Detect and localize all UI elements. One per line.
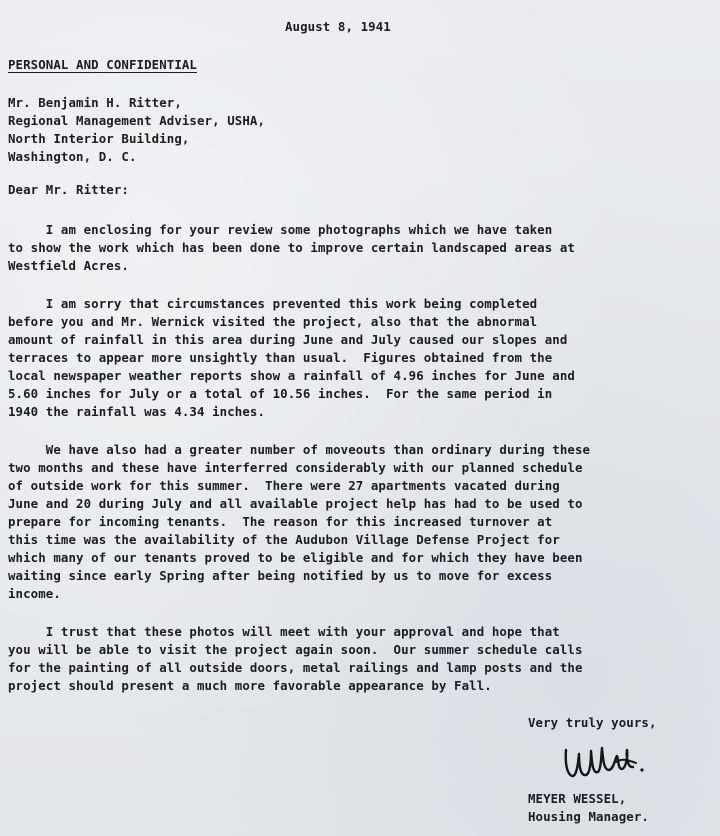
confidential-heading: PERSONAL AND CONFIDENTIAL xyxy=(8,57,197,72)
signer-name: MEYER WESSEL, xyxy=(528,791,627,806)
body-line: for the painting of all outside doors, metal railings and lamp posts and the xyxy=(8,660,583,675)
body-line: I am sorry that circumstances prevented this work being completed xyxy=(8,296,538,311)
body-line: I trust that these photos will meet with your approval and hope that xyxy=(8,624,560,639)
body-line: project should present a much more favorable appearance by Fall. xyxy=(8,678,492,693)
body-line: two months and these have interferred considerably with our planned schedule xyxy=(8,460,583,475)
body-line: Westfield Acres. xyxy=(8,258,129,273)
salutation: Dear Mr. Ritter: xyxy=(8,182,129,197)
letter-date: August 8, 1941 xyxy=(285,19,391,34)
body-line: amount of rainfall in this area during June and July caused our slopes and xyxy=(8,332,568,347)
body-line: income. xyxy=(8,586,61,601)
closing: Very truly yours, xyxy=(528,715,657,730)
signer-title: Housing Manager. xyxy=(528,809,649,824)
body-line: before you and Mr. Wernick visited the project, also that the abnormal xyxy=(8,314,538,329)
body-line: We have also had a greater number of moveouts than ordinary during these xyxy=(8,442,591,457)
body-line: terraces to appear more unsightly than usual. Figures obtained from the xyxy=(8,350,553,365)
address-line: North Interior Building, xyxy=(8,131,190,146)
body-line: 1940 the rainfall was 4.34 inches. xyxy=(8,404,266,419)
address-line: Mr. Benjamin H. Ritter, xyxy=(8,95,182,110)
handwritten-signature xyxy=(556,736,666,788)
body-line: which many of our tenants proved to be eligible and for which they have been xyxy=(8,550,583,565)
address-line: Regional Management Adviser, USHA, xyxy=(8,113,266,128)
address-line: Washington, D. C. xyxy=(8,149,137,164)
body-line: of outside work for this summer. There were 27 apartments vacated during xyxy=(8,478,560,493)
body-line: this time was the availability of the Audubon Village Defense Project for xyxy=(8,532,560,547)
body-line: to show the work which has been done to improve certain landscaped areas at xyxy=(8,240,575,255)
body-line: local newspaper weather reports show a rainfall of 4.96 inches for June and xyxy=(8,368,575,383)
body-line: I am enclosing for your review some photographs which we have taken xyxy=(8,222,553,237)
body-line: you will be able to visit the project again soon. Our summer schedule calls xyxy=(8,642,583,657)
body-line: June and 20 during July and all available project help has had to be used to xyxy=(8,496,583,511)
body-line: 5.60 inches for July or a total of 10.56 inches. For the same period in xyxy=(8,386,553,401)
body-line: prepare for incoming tenants. The reason for this increased turnover at xyxy=(8,514,553,529)
body-line: waiting since early Spring after being notified by us to move for excess xyxy=(8,568,553,583)
